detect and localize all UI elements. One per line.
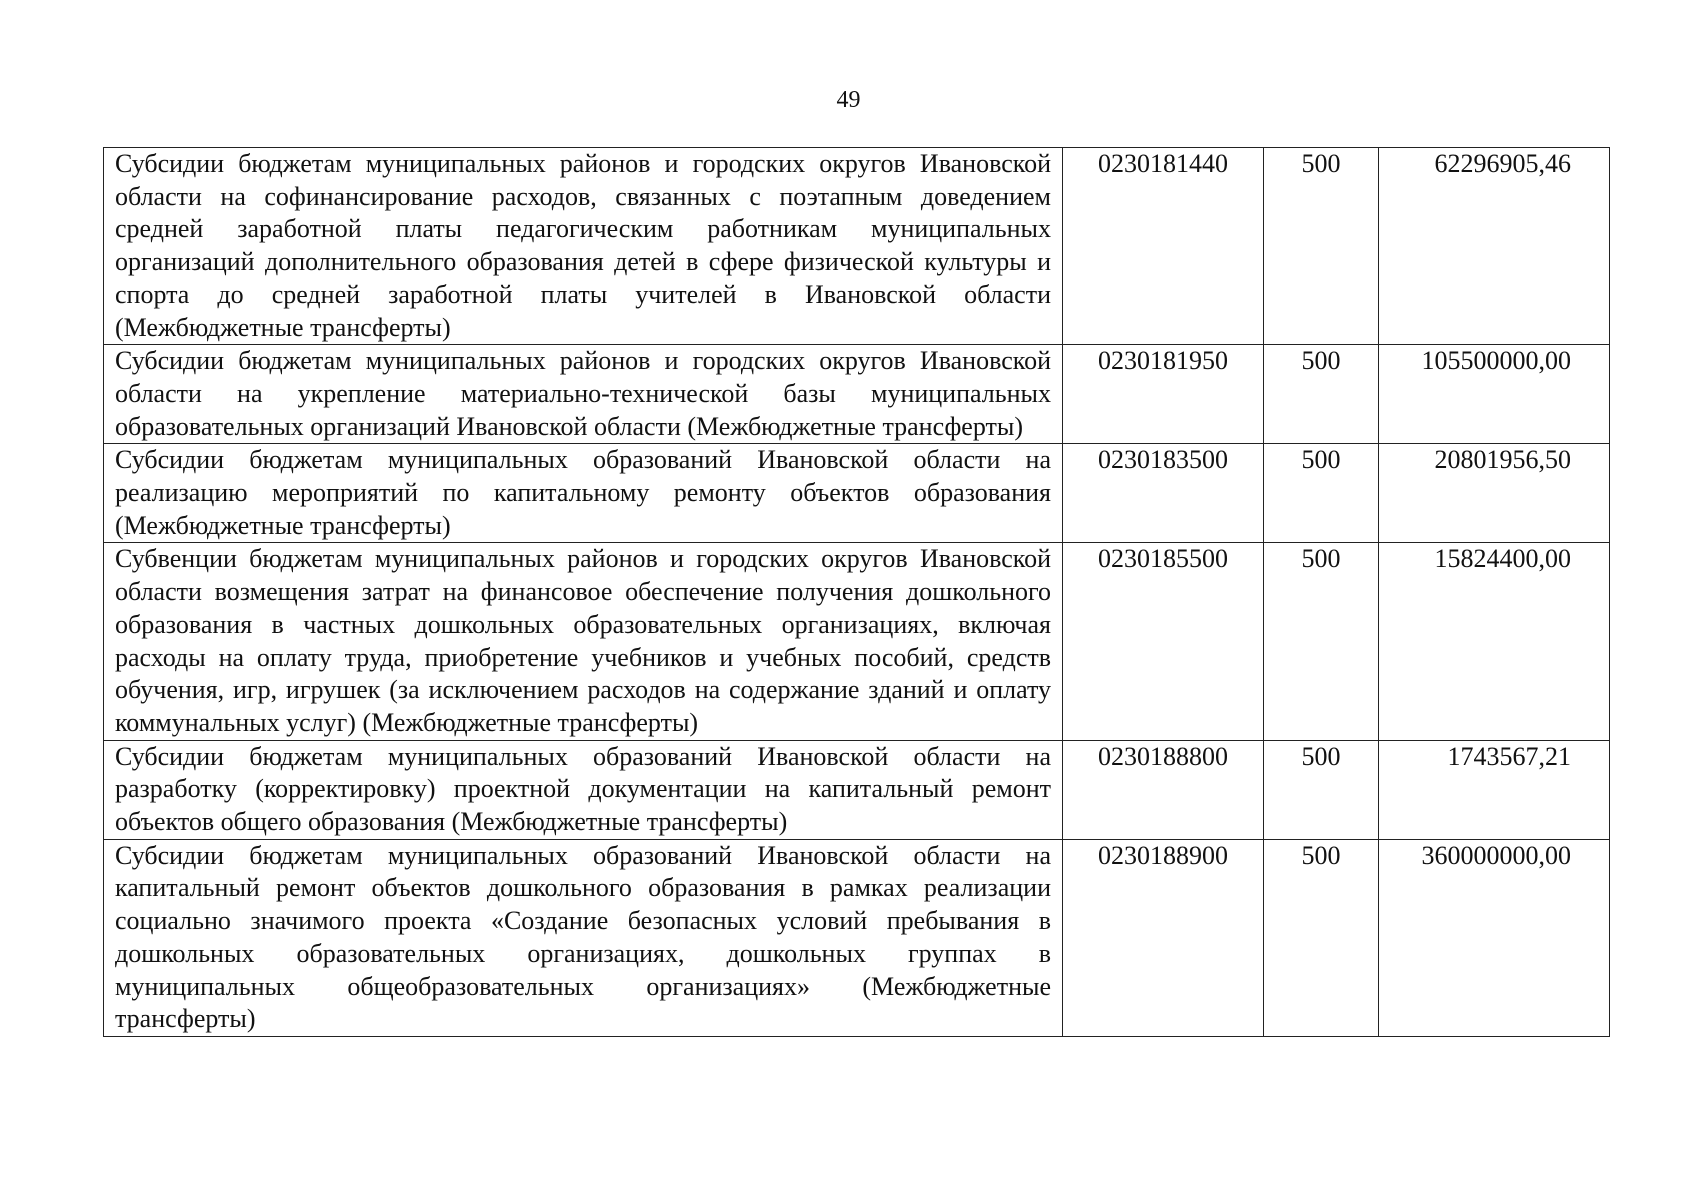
budget-table: [103, 147, 1610, 1037]
row-target-code: 0230185500: [1063, 543, 1264, 740]
page-number: 49: [836, 87, 861, 113]
table-row: [104, 543, 1610, 740]
row-amount: 15824400,00: [1379, 543, 1610, 740]
row-expense-type: 500: [1264, 543, 1379, 740]
row-amount: 105500000,00: [1379, 345, 1610, 444]
row-description: Субсидии бюджетам муниципальных образований Ивановской области на капитальный ремонт объектов дошкольного образования в рамках реализации социально значимого проекта «Создание безопасных условий пребывания в дошкольных образовательных организациях, дошкольных группах в муниципальных общеобразовательных организациях» (Межбюджетные трансферты): [104, 839, 1063, 1036]
row-expense-type: 500: [1264, 148, 1379, 345]
row-target-code: 0230188800: [1063, 740, 1264, 839]
row-expense-type: 500: [1264, 345, 1379, 444]
row-description: Субсидии бюджетам муниципальных образований Ивановской области на разработку (корректировку) проектной документации на капитальный ремонт объектов общего образования (Межбюджетные трансферты): [104, 740, 1063, 839]
row-target-code: 0230181440: [1063, 148, 1264, 345]
row-amount: 1743567,21: [1379, 740, 1610, 839]
row-description: Субсидии бюджетам муниципальных образований Ивановской области на реализацию мероприятий по капитальному ремонту объектов образования (Межбюджетные трансферты): [104, 444, 1063, 543]
table-row: [104, 444, 1610, 543]
row-description: Субсидии бюджетам муниципальных районов и городских округов Ивановской области на укрепление материально-технической базы муниципальных образовательных организаций Ивановской области (Межбюджетные трансферты): [104, 345, 1063, 444]
row-description: Субвенции бюджетам муниципальных районов и городских округов Ивановской области возмещения затрат на финансовое обеспечение получения дошкольного образования в частных дошкольных образовательных организациях, включая расходы на оплату труда, приобретение учебников и учебных пособий, средств обучения, игр, игрушек (за исключением расходов на содержание зданий и оплату коммунальных услуг) (Межбюджетные трансферты): [104, 543, 1063, 740]
row-amount: 62296905,46: [1379, 148, 1610, 345]
row-expense-type: 500: [1264, 740, 1379, 839]
table-row: [104, 345, 1610, 444]
row-target-code: 0230183500: [1063, 444, 1264, 543]
row-target-code: 0230181950: [1063, 345, 1264, 444]
table-row: [104, 148, 1610, 345]
table-row: [104, 839, 1610, 1036]
row-amount: 20801956,50: [1379, 444, 1610, 543]
row-expense-type: 500: [1264, 839, 1379, 1036]
row-description: Субсидии бюджетам муниципальных районов и городских округов Ивановской области на софинансирование расходов, связанных с поэтапным доведением средней заработной платы педагогическим работникам муниципальных организаций дополнительного образования детей в сфере физической культуры и спорта до средней заработной платы учителей в Ивановской области (Межбюджетные трансферты): [104, 148, 1063, 345]
row-target-code: 0230188900: [1063, 839, 1264, 1036]
row-amount: 360000000,00: [1379, 839, 1610, 1036]
row-expense-type: 500: [1264, 444, 1379, 543]
table-row: [104, 740, 1610, 839]
